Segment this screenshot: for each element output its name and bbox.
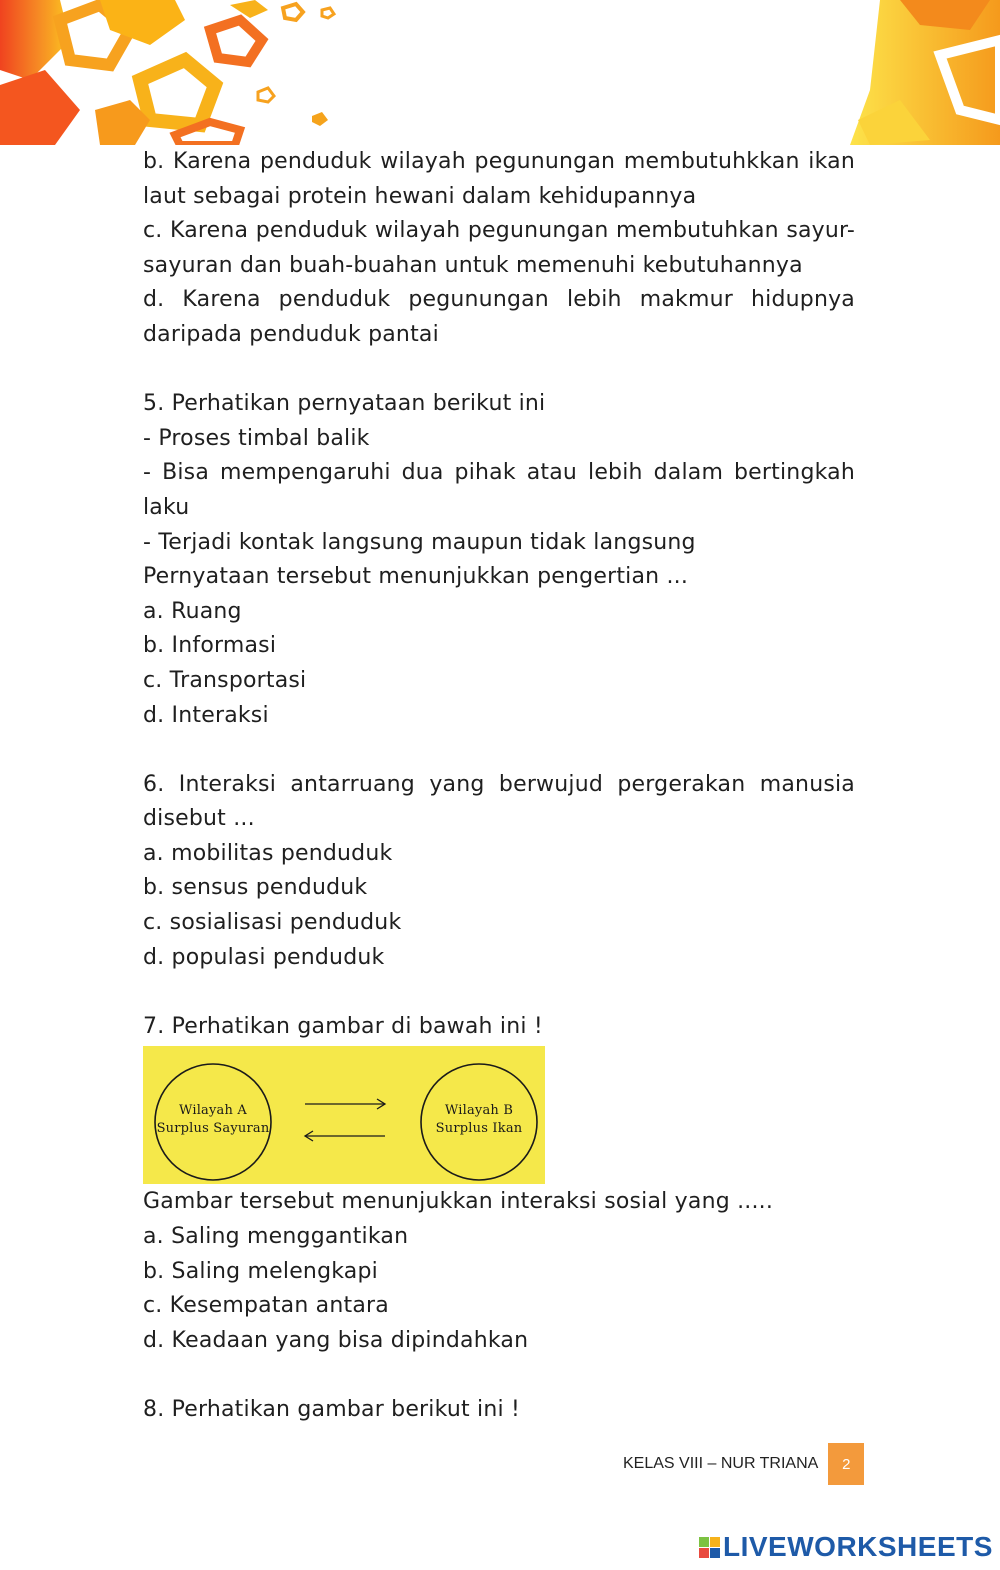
- q8-prompt: 8. Perhatikan gambar berikut ini !: [143, 1397, 521, 1422]
- page-footer: [623, 1443, 864, 1485]
- q6-option-b[interactable]: b. sensus penduduk: [143, 875, 368, 901]
- brand-watermark: [698, 1530, 993, 1564]
- region-a-surplus: Surplus Sayuran: [156, 1121, 270, 1137]
- q7-option-b[interactable]: b. Saling melengkapi: [143, 1258, 378, 1284]
- q6-prompt: 6. Interaksi antarruang yang berwujud pergerakan manusia disebut ...: [143, 771, 855, 832]
- q5-statement: - Bisa mempengaruhi dua pihak atau lebih dalam bertingkah laku: [143, 460, 855, 520]
- liveworksheets-logo-icon: [698, 1536, 720, 1558]
- q7-option-c[interactable]: c. Kesempatan antara: [143, 1293, 389, 1319]
- q5-option-b[interactable]: b. Informasi: [143, 633, 277, 659]
- page-number: 2: [828, 1443, 864, 1485]
- q4-option-d: d. Karena penduduk pegunungan lebih makmur hidupnya daripada penduduk pantai: [143, 287, 855, 347]
- q5-stem: Pernyataan tersebut menunjukkan pengertian ...: [143, 564, 689, 590]
- worksheet-content: [143, 145, 855, 1428]
- region-b-name: Wilayah B: [444, 1103, 514, 1119]
- q4-option-b: b. Karena penduduk wilayah pegunungan membutuhkkan ikan laut sebagai protein hewani dalam kehidupannya: [143, 149, 855, 209]
- q5-statement: - Proses timbal balik: [143, 425, 370, 451]
- q6-option-a[interactable]: a. mobilitas penduduk: [143, 840, 393, 866]
- q4-option-c: c. Karena penduduk wilayah pegunungan membutuhkan sayur-sayuran dan buah-buahan untuk memenuhi kebutuhannya: [143, 218, 855, 278]
- arrow-right-icon: [305, 1099, 385, 1109]
- region-b-surplus: Surplus Ikan: [435, 1121, 523, 1137]
- q7-stem: Gambar tersebut menunjukkan interaksi sosial yang .....: [143, 1189, 774, 1215]
- region-a-name: Wilayah A: [179, 1103, 247, 1119]
- header-decoration: [0, 0, 1000, 145]
- q5-option-a[interactable]: a. Ruang: [143, 598, 242, 624]
- q6-option-d[interactable]: d. populasi penduduk: [143, 944, 385, 970]
- q7-option-a[interactable]: a. Saling menggantikan: [143, 1224, 409, 1250]
- q7-prompt: 7. Perhatikan gambar di bawah ini !: [143, 1013, 543, 1039]
- q5-statement: - Terjadi kontak langsung maupun tidak langsung: [143, 529, 696, 555]
- brand-name: LIVEWORKSHEETS: [723, 1531, 993, 1562]
- q5-option-c[interactable]: c. Transportasi: [143, 667, 307, 693]
- interaction-figure: [143, 1046, 545, 1184]
- q6-option-c[interactable]: c. sosialisasi penduduk: [143, 910, 402, 936]
- q7-option-d[interactable]: d. Keadaan yang bisa dipindahkan: [143, 1327, 529, 1353]
- footer-class-author: KELAS VIII – NUR TRIANA: [623, 1455, 819, 1472]
- q5-option-d[interactable]: d. Interaksi: [143, 702, 269, 728]
- q5-prompt: 5. Perhatikan pernyataan berikut ini: [143, 391, 546, 417]
- arrow-left-icon: [305, 1131, 385, 1141]
